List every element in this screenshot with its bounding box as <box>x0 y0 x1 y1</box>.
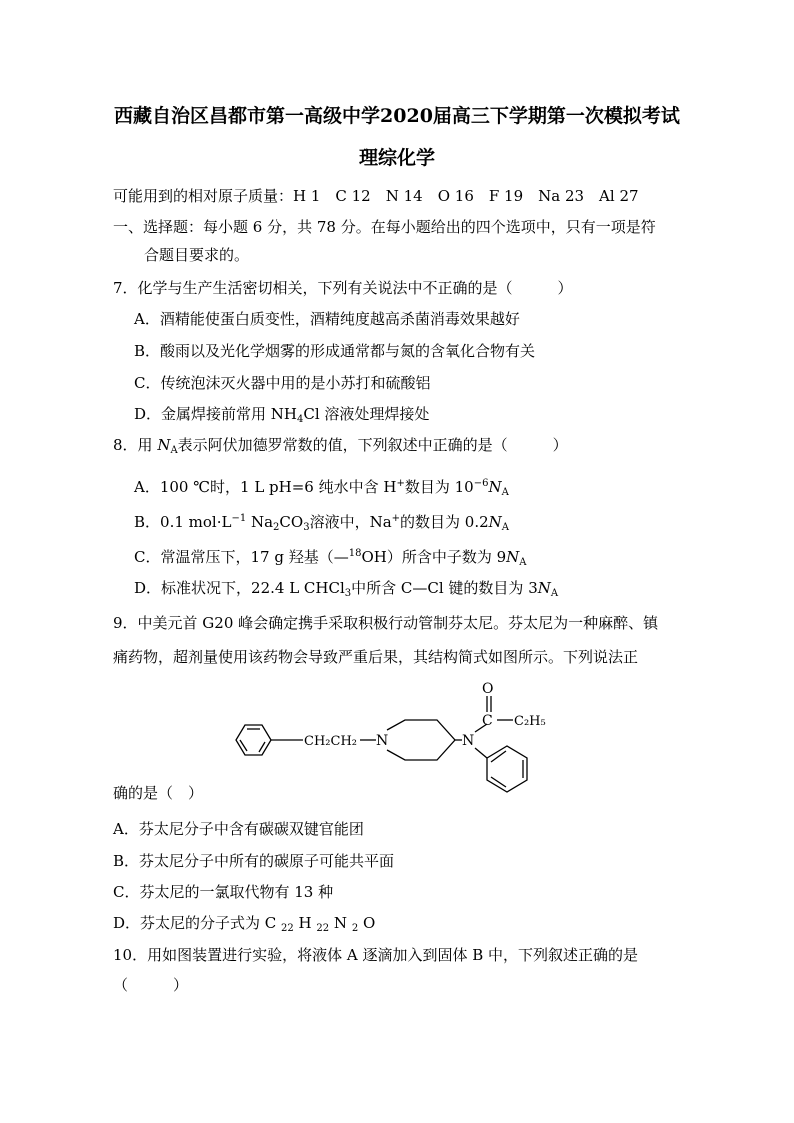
q9-d-n: N <box>329 914 352 932</box>
right-ring-double-bond <box>491 777 506 787</box>
q8-b-mid3: 溶液中，Na <box>309 513 392 531</box>
nitrogen-label-1: N <box>376 733 389 749</box>
piperidine-ring <box>387 720 455 760</box>
q7-option-d <box>134 404 429 430</box>
q8-option-a <box>134 474 509 503</box>
q7-d-text2: Cl 溶液处理焊接处 <box>303 405 430 423</box>
q7-d-text: D．金属焊接前常用 NH <box>134 405 298 423</box>
q9-line2: 痛药物，超剂量使用该药物会导致严重后果，其结构简式如图所示。下列说法正 <box>113 648 639 666</box>
q8-d-pre: D．标准状况下，22.4 L CHCl <box>134 579 345 597</box>
q8-a-sup: + <box>396 478 405 489</box>
q8-b-na-sub: A <box>501 522 510 533</box>
q9-line1: 9．中美元首 G20 峰会确定携手采取积极行动管制芬太尼。芬太尼为一种麻醉、镇 <box>113 614 659 632</box>
nitrogen-label-2: N <box>462 733 475 749</box>
q8-b-post: 的数目为 0.2 <box>400 513 489 531</box>
q7-option-c: C．传统泡沫灭火器中用的是小苏打和硫酸铝 <box>134 374 431 392</box>
q8-b-pre: B．0.1 mol·L <box>134 513 232 531</box>
right-ring-double-bond <box>491 751 506 762</box>
bond-n-phenyl <box>475 748 487 758</box>
q8-b-sub1: 2 <box>273 522 280 533</box>
q8-c-na-sub: A <box>519 557 527 568</box>
ch2ch2-label: CH₂CH₂ <box>304 734 357 749</box>
q8-b-mid1: Na <box>246 513 274 531</box>
q8-option-b <box>134 509 509 538</box>
exam-subtitle: 理综化学 <box>358 147 435 169</box>
q9-d-o: O <box>358 914 376 932</box>
q8-c-post: OH）所含中子数为 9 <box>361 548 507 566</box>
right-benzene-ring <box>487 746 527 792</box>
q8-b-sub2: 3 <box>303 522 310 533</box>
q8-b-sup: −1 <box>231 513 247 524</box>
q8-stem-post: 表示阿伏加德罗常数的值，下列叙述中正确的是（ ） <box>177 436 568 454</box>
section-one-line2: 合题目要求的。 <box>144 246 250 264</box>
q9-d-pre: D．芬太尼的分子式为 C <box>113 914 282 932</box>
q8-option-c <box>134 544 527 573</box>
q8-d-post: 中所含 C—Cl 键的数目为 3 <box>351 579 538 597</box>
q8-b-na: N <box>488 513 502 531</box>
oxygen-label: O <box>482 681 494 697</box>
q9-option-c: C．芬太尼的一氯取代物有 13 种 <box>113 883 334 901</box>
atomic-masses: 可能用到的相对原子质量：H 1 C 12 N 14 O 16 F 19 Na 23 Al 27 <box>113 187 639 205</box>
q9-d-s2: 22 <box>316 923 330 934</box>
q8-na: N <box>157 436 171 454</box>
q8-c-na: N <box>506 548 520 566</box>
q8-option-d <box>134 578 558 604</box>
q8-stem <box>113 435 568 461</box>
q10-line2: （ ） <box>113 976 189 994</box>
q9-option-d <box>113 913 375 939</box>
q8-c-sup: 18 <box>348 548 362 559</box>
q8-b-mid2: CO <box>279 513 304 531</box>
q8-d-na: N <box>537 579 551 597</box>
q8-stem-pre: 8．用 <box>113 436 158 454</box>
q8-a-exp: −6 <box>473 478 489 489</box>
q9-d-s1: 22 <box>281 923 294 934</box>
q8-na-sub: A <box>170 445 178 456</box>
q7-d-sub: 4 <box>297 414 304 425</box>
carbon-label: C <box>482 713 493 729</box>
fentanyl-structure <box>215 678 560 793</box>
q10-line1: 10．用如图装置进行实验，将液体 A 逐滴加入到固体 B 中，下列叙述正确的是 <box>113 946 639 964</box>
q8-d-sub: 3 <box>344 588 352 599</box>
q8-a-pre: A．100 ℃时，1 L pH=6 纯水中含 H <box>134 478 397 496</box>
q9-option-a: A．芬太尼分子中含有碳碳双键官能团 <box>113 820 364 838</box>
q7-stem: 7．化学与生产生活密切相关，下列有关说法中不正确的是（ ） <box>113 279 573 297</box>
q8-a-na-sub: A <box>501 487 509 498</box>
q7-option-b: B．酸雨以及光化学烟雾的形成通常都与氮的含氧化合物有关 <box>134 342 536 360</box>
q9-d-s3: 2 <box>351 923 359 934</box>
exam-title: 西藏自治区昌都市第一高级中学2020届高三下学期第一次模拟考试 <box>114 105 680 127</box>
q9-option-b: B．芬太尼分子中所有的碳原子可能共平面 <box>113 852 395 870</box>
q8-c-pre: C．常温常压下，17 g 羟基（— <box>134 548 349 566</box>
q8-a-mid: 数目为 10 <box>404 478 474 496</box>
q8-d-na-sub: A <box>550 588 559 599</box>
q8-b-sup2: + <box>391 513 401 524</box>
q9-d-h: H <box>293 914 317 932</box>
q8-a-na: N <box>488 478 502 496</box>
q9-line3: 确的是（ ） <box>113 784 204 802</box>
q7-option-a: A．酒精能使蛋白质变性，酒精纯度越高杀菌消毒效果越好 <box>134 310 520 328</box>
ethyl-label: C₂H₅ <box>514 714 546 729</box>
section-one-line1: 一、选择题：每小题 6 分，共 78 分。在每小题给出的四个选项中，只有一项是符 <box>113 218 656 236</box>
